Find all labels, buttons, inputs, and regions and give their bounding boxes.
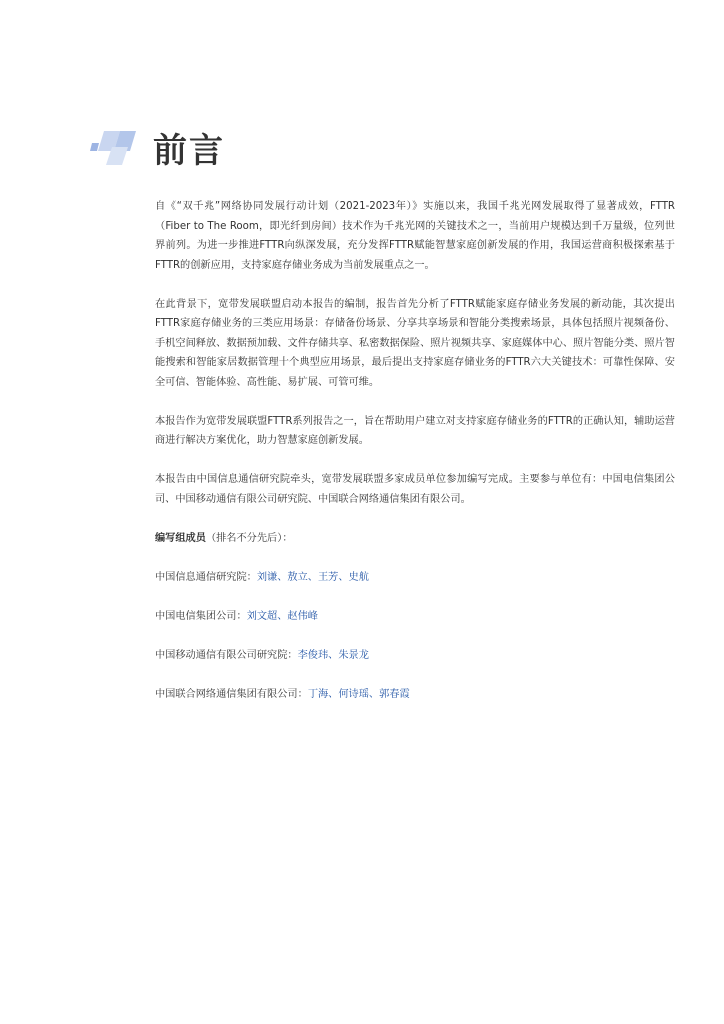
org-line-caict <box>155 568 675 588</box>
org-members: 李俊玮、朱景龙 <box>297 649 369 661</box>
org-line-mobile <box>155 646 675 666</box>
paragraph-4: 本报告由中国信息通信研究院牵头，宽带发展联盟多家成员单位参加编写完成。主要参与单位有：中国电信集团公司、中国移动通信有限公司研究院、中国联合网络通信集团有限公司。 <box>155 474 675 505</box>
preface-content <box>155 197 675 724</box>
authors-label <box>155 529 675 549</box>
page-title: 前言 <box>153 131 225 171</box>
org-members: 刘谦、敖立、王芳、史航 <box>256 571 369 583</box>
authors-note: （排名不分先后）： <box>205 532 293 544</box>
section-logo-icon <box>90 127 146 167</box>
paragraph-2: 在此背景下，宽带发展联盟启动本报告的编制，报告首先分析了FTTR赋能家庭存储业务发展的新动能，其次提出FTTR家庭存储业务的三类应用场景：存储备份场景、分享共享场景和智能分类搜索场景，具体包括照片视频备份、手机空间释放、数据预加载、文件存储共享、私密数据保险、照片视频共享、家庭媒体中心、照片智能分类、照片智能搜索和智能家居数据管理十个典型应用场景，最后提出支持家庭存储业务的FTTR六大关键技术：可靠性保障、安全可信、智能体验、高性能、易扩展、可管可维。 <box>155 298 675 388</box>
org-name: 中国信息通信研究院： <box>155 571 257 583</box>
org-members: 丁海、何诗瑶、郭春霞 <box>307 688 410 700</box>
org-name: 中国电信集团公司： <box>155 610 247 622</box>
authors-heading: 编写组成员 <box>155 532 206 544</box>
paragraph-3: 本报告作为宽带发展联盟FTTR系列报告之一，旨在帮助用户建立对支持家庭存储业务的FTTR的正确认知，辅助运营商进行解决方案优化，助力智慧家庭创新发展。 <box>155 415 675 446</box>
paragraph-1: 自《“双千兆”网络协同发展行动计划（2021-2023年）》实施以来，我国千兆光网发展取得了显著成效，FTTR（Fiber to The Room，即光纤到房间）技术作为千兆光网的关键技术之一，当前用户规模达到千万量级，位列世界前列。为进一步推进FTTR向纵深发展，充分发挥FTTR赋能智慧家庭创新发展的作用，我国运营商积极探索基于FTTR的创新应用，支持家庭存储业务成为当前发展重点之一。 <box>155 201 675 271</box>
org-line-unicom <box>155 685 675 705</box>
org-name: 中国移动通信有限公司研究院： <box>155 649 298 661</box>
org-name: 中国联合网络通信集团有限公司： <box>155 688 308 700</box>
org-members: 刘文超、赵伟峰 <box>246 610 318 622</box>
org-line-telecom <box>155 607 675 627</box>
